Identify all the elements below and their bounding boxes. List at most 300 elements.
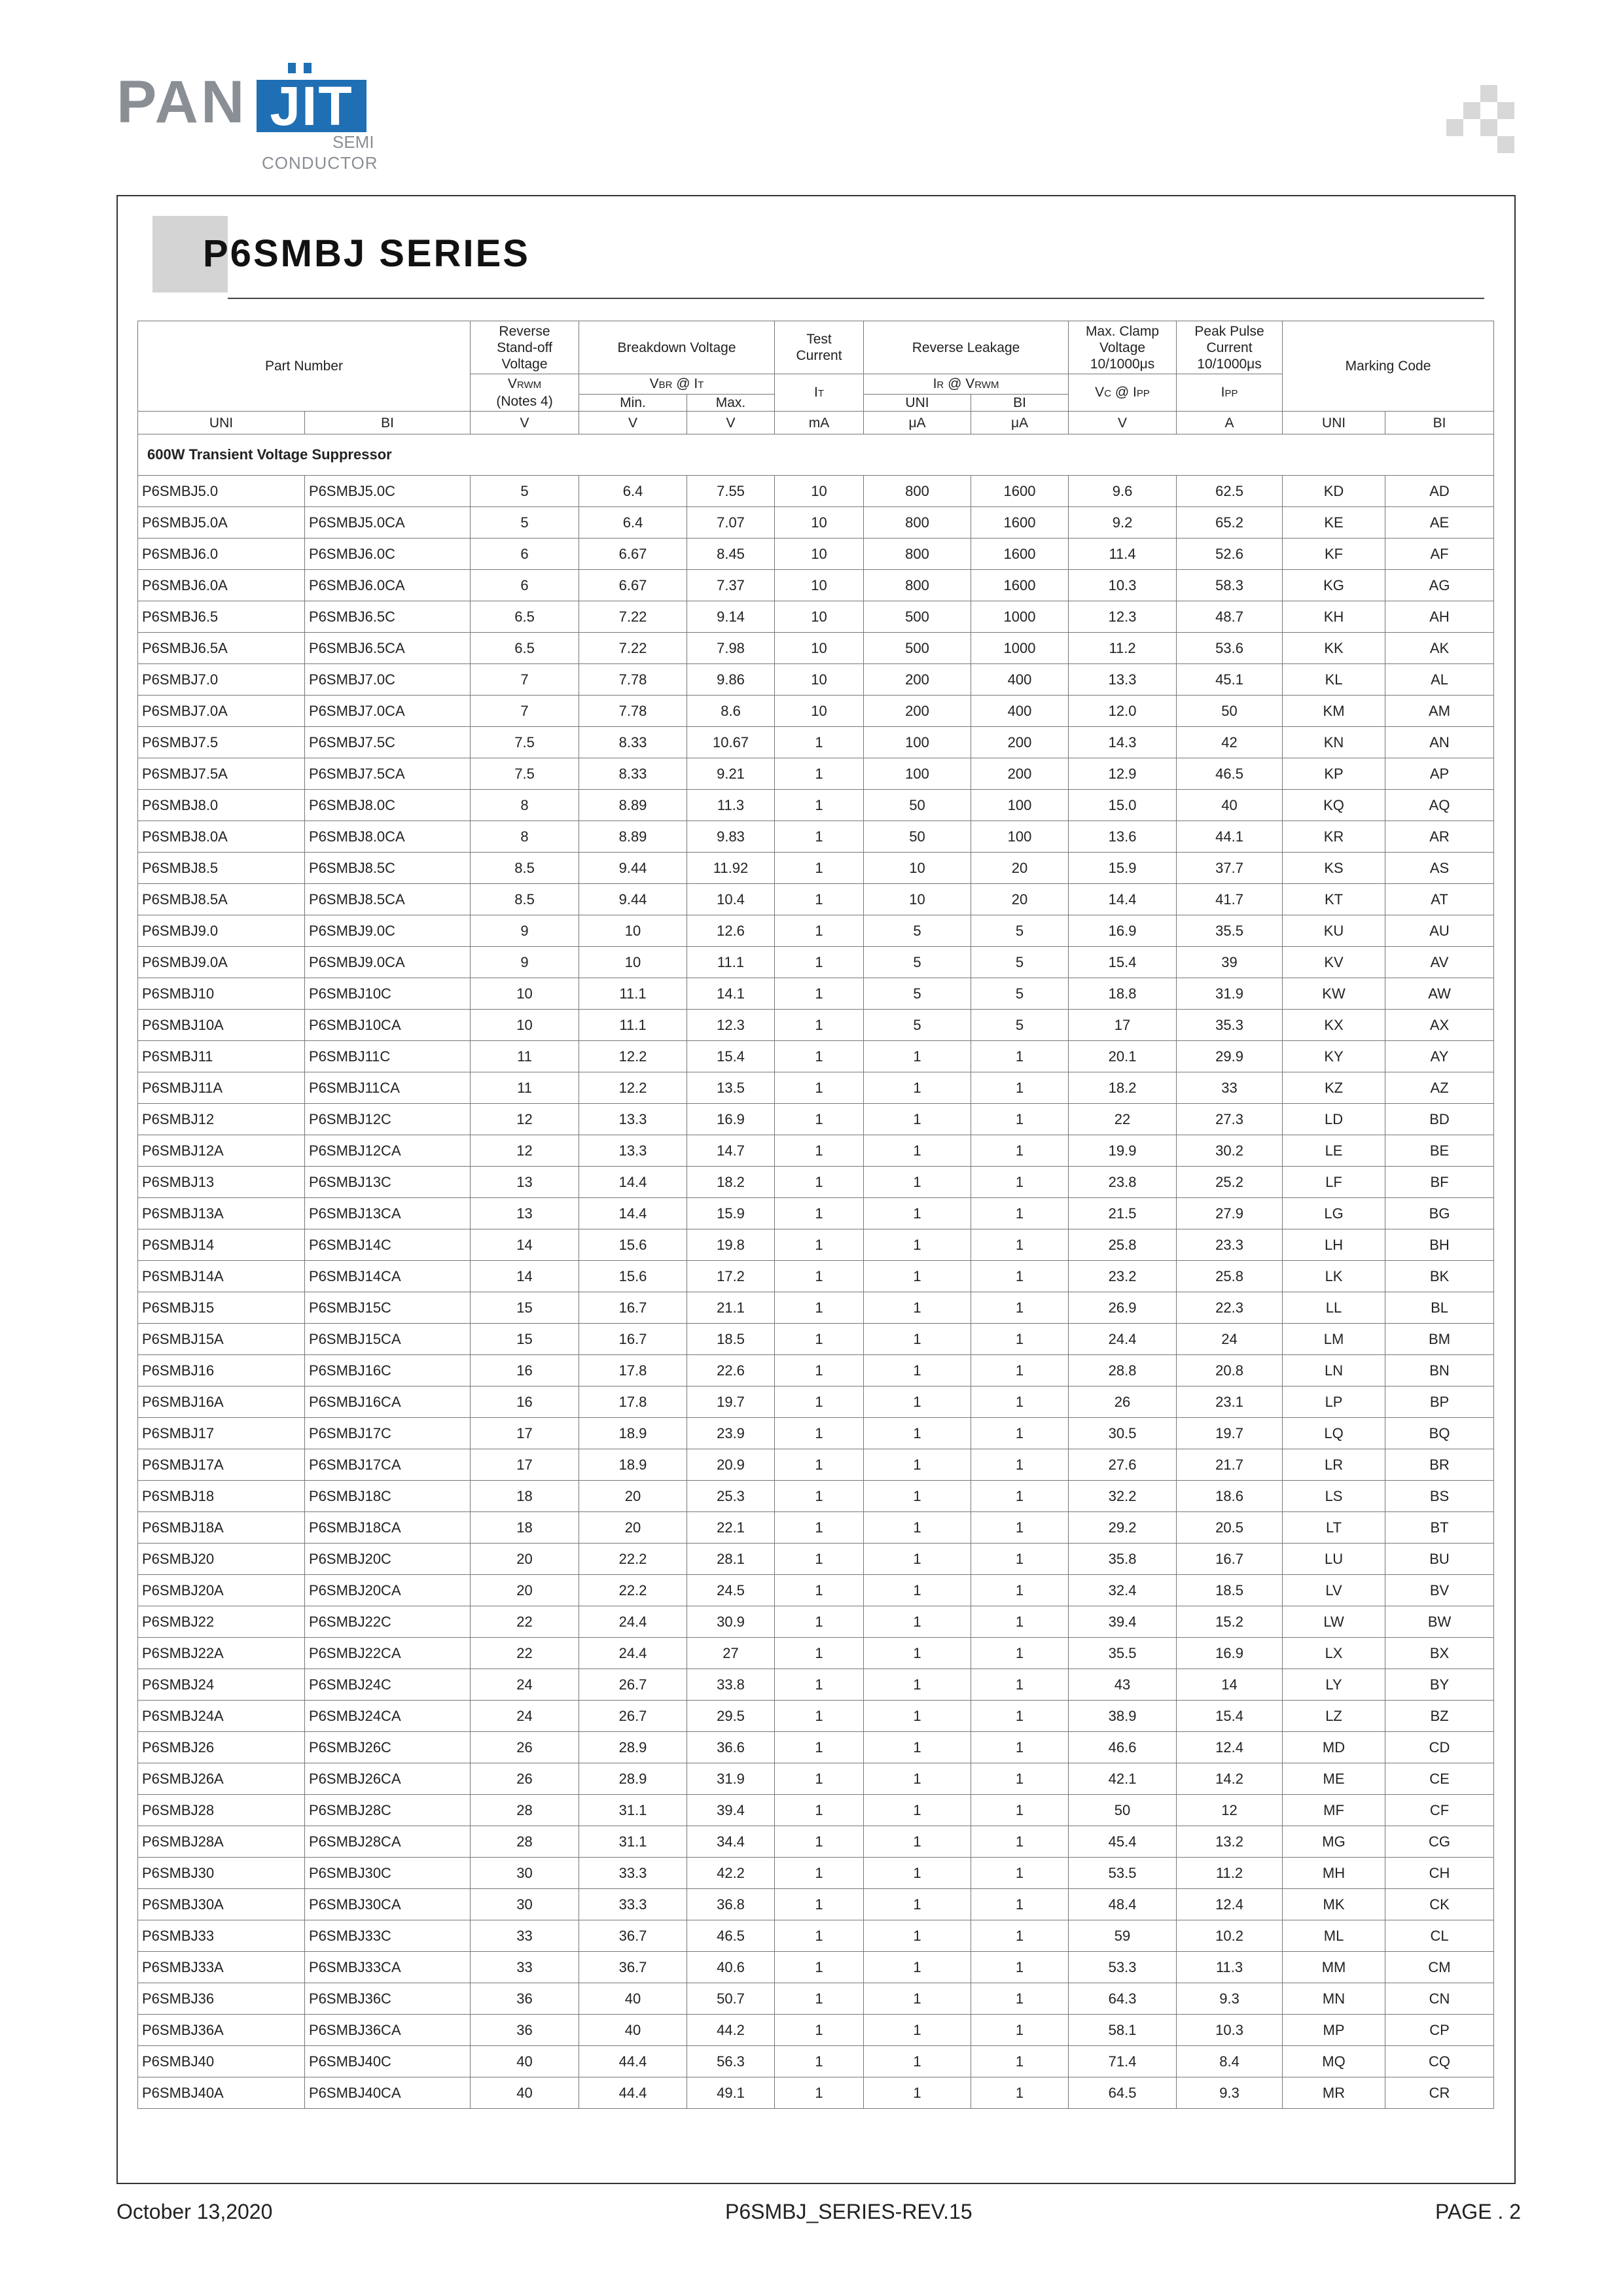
table-cell: 25.8 bbox=[1177, 1261, 1283, 1292]
table-cell: P6SMBJ6.5CA bbox=[305, 633, 471, 664]
table-cell: 26.7 bbox=[579, 1669, 687, 1701]
table-cell: LU bbox=[1283, 1544, 1385, 1575]
table-cell: 7.5 bbox=[471, 727, 579, 758]
table-cell: 12.3 bbox=[1069, 601, 1177, 633]
table-cell: KQ bbox=[1283, 790, 1385, 821]
unit-cell: V bbox=[687, 412, 775, 434]
unit-cell: μA bbox=[864, 412, 971, 434]
table-cell: 1 bbox=[775, 1418, 864, 1449]
table-cell: KM bbox=[1283, 696, 1385, 727]
table-cell: 18.9 bbox=[579, 1449, 687, 1481]
table-cell: 23.8 bbox=[1069, 1167, 1177, 1198]
table-cell: 16.7 bbox=[1177, 1544, 1283, 1575]
table-cell: 1 bbox=[775, 853, 864, 884]
table-cell: 1600 bbox=[971, 507, 1069, 539]
table-cell: KY bbox=[1283, 1041, 1385, 1072]
table-cell: 1600 bbox=[971, 570, 1069, 601]
table-cell: P6SMBJ11A bbox=[138, 1072, 305, 1104]
table-cell: 1 bbox=[864, 1167, 971, 1198]
table-cell: 71.4 bbox=[1069, 2046, 1177, 2077]
table-cell: 9.86 bbox=[687, 664, 775, 696]
table-cell: KD bbox=[1283, 476, 1385, 507]
table-cell: P6SMBJ16A bbox=[138, 1386, 305, 1418]
table-row bbox=[138, 1324, 1494, 1355]
table-cell: 1 bbox=[775, 978, 864, 1010]
table-cell: 9.44 bbox=[579, 853, 687, 884]
unit-cell: V bbox=[471, 412, 579, 434]
table-cell: ME bbox=[1283, 1763, 1385, 1795]
table-cell: P6SMBJ13A bbox=[138, 1198, 305, 1229]
table-cell: 1 bbox=[864, 1889, 971, 1920]
table-row bbox=[138, 539, 1494, 570]
table-cell: LQ bbox=[1283, 1418, 1385, 1449]
table-cell: 10 bbox=[775, 507, 864, 539]
table-cell: 7.22 bbox=[579, 633, 687, 664]
table-cell: 5 bbox=[471, 507, 579, 539]
table-cell: KR bbox=[1283, 821, 1385, 853]
table-cell: 19.7 bbox=[1177, 1418, 1283, 1449]
table-cell: BM bbox=[1385, 1324, 1494, 1355]
table-row bbox=[138, 978, 1494, 1010]
table-cell: 7.07 bbox=[687, 507, 775, 539]
table-cell: 8.5 bbox=[471, 853, 579, 884]
table-cell: 7.37 bbox=[687, 570, 775, 601]
table-row bbox=[138, 633, 1494, 664]
table-cell: BF bbox=[1385, 1167, 1494, 1198]
table-cell: P6SMBJ36CA bbox=[305, 2015, 471, 2046]
table-cell: CP bbox=[1385, 2015, 1494, 2046]
table-cell: 33 bbox=[471, 1920, 579, 1952]
table-cell: 7 bbox=[471, 696, 579, 727]
logo-text-pan: PAN bbox=[116, 69, 247, 135]
table-cell: BG bbox=[1385, 1198, 1494, 1229]
header-min: Min. bbox=[579, 395, 687, 412]
table-cell: 1 bbox=[775, 884, 864, 915]
table-cell: 1 bbox=[971, 1952, 1069, 1983]
table-row bbox=[138, 727, 1494, 758]
table-cell: 45.1 bbox=[1177, 664, 1283, 696]
table-cell: 6 bbox=[471, 570, 579, 601]
table-cell: 46.5 bbox=[1177, 758, 1283, 790]
table-row bbox=[138, 1983, 1494, 2015]
table-cell: CL bbox=[1385, 1920, 1494, 1952]
table-cell: 27.6 bbox=[1069, 1449, 1177, 1481]
table-cell: KP bbox=[1283, 758, 1385, 790]
table-cell: 1 bbox=[971, 1072, 1069, 1104]
table-cell: P6SMBJ33CA bbox=[305, 1952, 471, 1983]
table-row bbox=[138, 1104, 1494, 1135]
table-cell: 23.9 bbox=[687, 1418, 775, 1449]
table-cell: 200 bbox=[864, 664, 971, 696]
table-cell: 12.2 bbox=[579, 1072, 687, 1104]
table-cell: 7.78 bbox=[579, 696, 687, 727]
table-cell: 800 bbox=[864, 570, 971, 601]
table-cell: 1 bbox=[971, 1763, 1069, 1795]
table-cell: P6SMBJ9.0A bbox=[138, 947, 305, 978]
table-cell: 100 bbox=[864, 727, 971, 758]
table-cell: 1 bbox=[864, 1229, 971, 1261]
table-cell: 200 bbox=[971, 727, 1069, 758]
table-cell: P6SMBJ16 bbox=[138, 1355, 305, 1386]
table-row bbox=[138, 1135, 1494, 1167]
table-cell: 50.7 bbox=[687, 1983, 775, 2015]
page-title: P6SMBJ SERIES bbox=[203, 232, 530, 275]
table-cell: 1 bbox=[864, 1198, 971, 1229]
table-cell: 1 bbox=[775, 1638, 864, 1669]
table-cell: 15.0 bbox=[1069, 790, 1177, 821]
table-cell: 20 bbox=[471, 1575, 579, 1606]
table-cell: P6SMBJ18A bbox=[138, 1512, 305, 1544]
table-cell: 1 bbox=[864, 1575, 971, 1606]
logo-text-semi: SEMI bbox=[332, 132, 374, 152]
table-cell: 20 bbox=[971, 853, 1069, 884]
table-row bbox=[138, 1481, 1494, 1512]
table-cell: 53.6 bbox=[1177, 633, 1283, 664]
table-cell: KT bbox=[1283, 884, 1385, 915]
table-cell: 23.3 bbox=[1177, 1229, 1283, 1261]
table-cell: 500 bbox=[864, 601, 971, 633]
table-cell: 1 bbox=[971, 1292, 1069, 1324]
table-row bbox=[138, 664, 1494, 696]
table-cell: 10.3 bbox=[1069, 570, 1177, 601]
table-cell: P6SMBJ26CA bbox=[305, 1763, 471, 1795]
table-cell: CQ bbox=[1385, 2046, 1494, 2077]
table-cell: P6SMBJ20 bbox=[138, 1544, 305, 1575]
table-cell: 800 bbox=[864, 539, 971, 570]
table-cell: P6SMBJ14 bbox=[138, 1229, 305, 1261]
header-ipp-symbol: IPP bbox=[1177, 374, 1283, 412]
table-cell: 400 bbox=[971, 664, 1069, 696]
table-cell: AY bbox=[1385, 1041, 1494, 1072]
table-cell: 8.4 bbox=[1177, 2046, 1283, 2077]
logo-text-jit: JIT bbox=[257, 80, 366, 132]
table-cell: P6SMBJ11C bbox=[305, 1041, 471, 1072]
table-cell: 21.1 bbox=[687, 1292, 775, 1324]
table-cell: LL bbox=[1283, 1292, 1385, 1324]
table-row bbox=[138, 1010, 1494, 1041]
table-cell: 17 bbox=[471, 1418, 579, 1449]
table-cell: 10.3 bbox=[1177, 2015, 1283, 2046]
table-cell: P6SMBJ36 bbox=[138, 1983, 305, 2015]
table-cell: LT bbox=[1283, 1512, 1385, 1544]
table-cell: LS bbox=[1283, 1481, 1385, 1512]
table-cell: BK bbox=[1385, 1261, 1494, 1292]
table-cell: P6SMBJ14A bbox=[138, 1261, 305, 1292]
table-cell: 44.2 bbox=[687, 2015, 775, 2046]
table-cell: 24.4 bbox=[1069, 1324, 1177, 1355]
table-cell: 41.7 bbox=[1177, 884, 1283, 915]
table-row bbox=[138, 915, 1494, 947]
table-cell: 50 bbox=[864, 790, 971, 821]
table-cell: 1 bbox=[775, 915, 864, 947]
table-cell: 500 bbox=[864, 633, 971, 664]
table-cell: 8.89 bbox=[579, 790, 687, 821]
table-cell: 1000 bbox=[971, 633, 1069, 664]
table-cell: 7.78 bbox=[579, 664, 687, 696]
table-cell: 1 bbox=[971, 1167, 1069, 1198]
table-cell: P6SMBJ6.5A bbox=[138, 633, 305, 664]
table-cell: 43 bbox=[1069, 1669, 1177, 1701]
table-cell: AN bbox=[1385, 727, 1494, 758]
table-cell: 10 bbox=[775, 476, 864, 507]
table-cell: LX bbox=[1283, 1638, 1385, 1669]
table-row bbox=[138, 476, 1494, 507]
table-cell: 10 bbox=[775, 539, 864, 570]
table-cell: BH bbox=[1385, 1229, 1494, 1261]
table-cell: P6SMBJ26A bbox=[138, 1763, 305, 1795]
table-cell: 1 bbox=[864, 1355, 971, 1386]
table-cell: 28 bbox=[471, 1826, 579, 1858]
table-cell: 25.2 bbox=[1177, 1167, 1283, 1198]
table-cell: AD bbox=[1385, 476, 1494, 507]
header-peak-pulse-current: Peak Pulse Current 10/1000μs bbox=[1177, 321, 1283, 374]
table-cell: 33.3 bbox=[579, 1858, 687, 1889]
table-row bbox=[138, 1198, 1494, 1229]
table-cell: 1 bbox=[775, 727, 864, 758]
table-cell: P6SMBJ9.0C bbox=[305, 915, 471, 947]
table-cell: 10 bbox=[864, 884, 971, 915]
table-row bbox=[138, 1261, 1494, 1292]
table-cell: 16 bbox=[471, 1355, 579, 1386]
table-cell: 5 bbox=[864, 947, 971, 978]
table-cell: 45.4 bbox=[1069, 1826, 1177, 1858]
table-cell: AP bbox=[1385, 758, 1494, 790]
table-cell: KV bbox=[1283, 947, 1385, 978]
table-cell: 26 bbox=[471, 1763, 579, 1795]
table-cell: 1 bbox=[775, 1826, 864, 1858]
table-cell: 24 bbox=[1177, 1324, 1283, 1355]
table-cell: 35.3 bbox=[1177, 1010, 1283, 1041]
logo-dots bbox=[284, 63, 323, 75]
table-cell: 10 bbox=[775, 570, 864, 601]
table-cell: P6SMBJ7.5A bbox=[138, 758, 305, 790]
table-cell: 1 bbox=[775, 1920, 864, 1952]
table-cell: P6SMBJ28CA bbox=[305, 1826, 471, 1858]
table-cell: AE bbox=[1385, 507, 1494, 539]
table-cell: 11.2 bbox=[1069, 633, 1177, 664]
table-cell: 5 bbox=[471, 476, 579, 507]
table-cell: 49.1 bbox=[687, 2077, 775, 2109]
table-cell: 1 bbox=[864, 1261, 971, 1292]
unit-cell: UNI bbox=[1283, 412, 1385, 434]
table-cell: 26.9 bbox=[1069, 1292, 1177, 1324]
table-row bbox=[138, 1669, 1494, 1701]
table-cell: 33 bbox=[1177, 1072, 1283, 1104]
table-cell: 14.3 bbox=[1069, 727, 1177, 758]
table-cell: 35.5 bbox=[1177, 915, 1283, 947]
table-cell: 10 bbox=[471, 1010, 579, 1041]
table-cell: 53.3 bbox=[1069, 1952, 1177, 1983]
table-cell: P6SMBJ6.5C bbox=[305, 601, 471, 633]
table-cell: 1 bbox=[775, 821, 864, 853]
table-cell: 12 bbox=[1177, 1795, 1283, 1826]
table-cell: CK bbox=[1385, 1889, 1494, 1920]
table-cell: 16.9 bbox=[687, 1104, 775, 1135]
table-row bbox=[138, 1952, 1494, 1983]
table-cell: 31.9 bbox=[687, 1763, 775, 1795]
table-cell: 27.3 bbox=[1177, 1104, 1283, 1135]
table-cell: 800 bbox=[864, 507, 971, 539]
table-cell: 200 bbox=[864, 696, 971, 727]
table-cell: 6.5 bbox=[471, 633, 579, 664]
table-cell: 18 bbox=[471, 1481, 579, 1512]
table-cell: 1 bbox=[775, 790, 864, 821]
table-cell: P6SMBJ40CA bbox=[305, 2077, 471, 2109]
table-cell: 32.4 bbox=[1069, 1575, 1177, 1606]
header-it-symbol: IT bbox=[775, 374, 864, 412]
table-cell: 31.9 bbox=[1177, 978, 1283, 1010]
table-cell: 27 bbox=[687, 1638, 775, 1669]
table-cell: 20 bbox=[971, 884, 1069, 915]
table-cell: 18.8 bbox=[1069, 978, 1177, 1010]
table-cell: LH bbox=[1283, 1229, 1385, 1261]
table-row bbox=[138, 696, 1494, 727]
table-cell: 9.3 bbox=[1177, 2077, 1283, 2109]
table-cell: AF bbox=[1385, 539, 1494, 570]
title-underline bbox=[228, 298, 1484, 299]
page-footer bbox=[116, 2200, 1521, 2233]
table-cell: 10 bbox=[864, 853, 971, 884]
table-cell: 35.5 bbox=[1069, 1638, 1177, 1669]
table-cell: 39 bbox=[1177, 947, 1283, 978]
table-cell: 39.4 bbox=[1069, 1606, 1177, 1638]
table-cell: 9.2 bbox=[1069, 507, 1177, 539]
table-cell: 1 bbox=[775, 1544, 864, 1575]
table-cell: 11.4 bbox=[1069, 539, 1177, 570]
table-row bbox=[138, 1512, 1494, 1544]
table-cell: P6SMBJ10 bbox=[138, 978, 305, 1010]
table-cell: KH bbox=[1283, 601, 1385, 633]
table-cell: 18.9 bbox=[579, 1418, 687, 1449]
table-cell: 1 bbox=[971, 1701, 1069, 1732]
table-cell: P6SMBJ8.5CA bbox=[305, 884, 471, 915]
table-cell: 11.2 bbox=[1177, 1858, 1283, 1889]
table-cell: 11.1 bbox=[579, 978, 687, 1010]
table-cell: 24.4 bbox=[579, 1606, 687, 1638]
table-cell: 14.2 bbox=[1177, 1763, 1283, 1795]
table-cell: P6SMBJ15CA bbox=[305, 1324, 471, 1355]
table-cell: 1 bbox=[971, 1041, 1069, 1072]
table-cell: 20.5 bbox=[1177, 1512, 1283, 1544]
table-cell: P6SMBJ8.0 bbox=[138, 790, 305, 821]
table-cell: 8 bbox=[471, 790, 579, 821]
table-cell: AZ bbox=[1385, 1072, 1494, 1104]
table-cell: 1 bbox=[971, 2077, 1069, 2109]
table-cell: 9 bbox=[471, 915, 579, 947]
table-cell: P6SMBJ12 bbox=[138, 1104, 305, 1135]
table-cell: P6SMBJ12A bbox=[138, 1135, 305, 1167]
table-cell: 20.1 bbox=[1069, 1041, 1177, 1072]
table-cell: 400 bbox=[971, 696, 1069, 727]
table-cell: 17 bbox=[1069, 1010, 1177, 1041]
table-cell: 10.2 bbox=[1177, 1920, 1283, 1952]
table-cell: MH bbox=[1283, 1858, 1385, 1889]
table-cell: 23.2 bbox=[1069, 1261, 1177, 1292]
table-cell: 13.3 bbox=[579, 1135, 687, 1167]
table-cell: 100 bbox=[971, 790, 1069, 821]
table-cell: 5 bbox=[971, 915, 1069, 947]
table-cell: BQ bbox=[1385, 1418, 1494, 1449]
table-cell: 16.9 bbox=[1069, 915, 1177, 947]
table-cell: LR bbox=[1283, 1449, 1385, 1481]
table-cell: 20 bbox=[471, 1544, 579, 1575]
unit-cell: mA bbox=[775, 412, 864, 434]
table-cell: 1 bbox=[775, 1386, 864, 1418]
header-vc-symbol: VC @ IPP bbox=[1069, 374, 1177, 412]
table-cell: P6SMBJ5.0CA bbox=[305, 507, 471, 539]
table-cell: 22 bbox=[471, 1606, 579, 1638]
table-row bbox=[138, 1858, 1494, 1889]
table-cell: MD bbox=[1283, 1732, 1385, 1763]
footer-date: October 13,2020 bbox=[116, 2200, 273, 2223]
table-cell: 1 bbox=[864, 1512, 971, 1544]
table-row bbox=[138, 1544, 1494, 1575]
table-cell: KG bbox=[1283, 570, 1385, 601]
table-cell: 15.4 bbox=[1177, 1701, 1283, 1732]
corner-decoration-icon bbox=[1446, 85, 1515, 156]
table-cell: 58.1 bbox=[1069, 2015, 1177, 2046]
table-cell: P6SMBJ16CA bbox=[305, 1386, 471, 1418]
table-cell: 1 bbox=[775, 758, 864, 790]
table-cell: 100 bbox=[864, 758, 971, 790]
header-part-number: Part Number bbox=[138, 321, 471, 412]
table-cell: 12.4 bbox=[1177, 1732, 1283, 1763]
table-cell: AW bbox=[1385, 978, 1494, 1010]
table-cell: AT bbox=[1385, 884, 1494, 915]
table-cell: 1 bbox=[971, 1575, 1069, 1606]
table-cell: 36.6 bbox=[687, 1732, 775, 1763]
table-cell: 9.14 bbox=[687, 601, 775, 633]
table-cell: BD bbox=[1385, 1104, 1494, 1135]
table-cell: 1 bbox=[775, 1261, 864, 1292]
table-cell: AK bbox=[1385, 633, 1494, 664]
table-cell: 1600 bbox=[971, 539, 1069, 570]
table-cell: 1 bbox=[864, 1732, 971, 1763]
header-standoff-voltage: Reverse Stand-off Voltage bbox=[471, 321, 579, 374]
table-cell: 22.1 bbox=[687, 1512, 775, 1544]
table-cell: 33.3 bbox=[579, 1889, 687, 1920]
table-cell: 12.0 bbox=[1069, 696, 1177, 727]
table-cell: 10 bbox=[775, 696, 864, 727]
table-row bbox=[138, 1795, 1494, 1826]
table-cell: 28.8 bbox=[1069, 1355, 1177, 1386]
table-cell: 24.5 bbox=[687, 1575, 775, 1606]
table-cell: 1 bbox=[971, 1669, 1069, 1701]
table-cell: 15.4 bbox=[687, 1041, 775, 1072]
table-cell: P6SMBJ6.0C bbox=[305, 539, 471, 570]
table-cell: 11.92 bbox=[687, 853, 775, 884]
header-leak-uni: UNI bbox=[864, 395, 971, 412]
table-cell: 1 bbox=[971, 1858, 1069, 1889]
table-cell: 10 bbox=[471, 978, 579, 1010]
table-cell: P6SMBJ28A bbox=[138, 1826, 305, 1858]
table-cell: P6SMBJ30A bbox=[138, 1889, 305, 1920]
table-cell: BZ bbox=[1385, 1701, 1494, 1732]
table-cell: AL bbox=[1385, 664, 1494, 696]
table-cell: BR bbox=[1385, 1449, 1494, 1481]
table-cell: 13.3 bbox=[1069, 664, 1177, 696]
table-cell: 50 bbox=[864, 821, 971, 853]
table-cell: P6SMBJ6.5 bbox=[138, 601, 305, 633]
footer-document-id: P6SMBJ_SERIES-REV.15 bbox=[725, 2200, 972, 2223]
footer-page-number: PAGE . 2 bbox=[1435, 2200, 1521, 2223]
table-cell: P6SMBJ7.0A bbox=[138, 696, 305, 727]
table-row bbox=[138, 1355, 1494, 1386]
table-cell: 1 bbox=[775, 1449, 864, 1481]
table-cell: P6SMBJ5.0 bbox=[138, 476, 305, 507]
table-cell: P6SMBJ8.0CA bbox=[305, 821, 471, 853]
table-cell: LY bbox=[1283, 1669, 1385, 1701]
